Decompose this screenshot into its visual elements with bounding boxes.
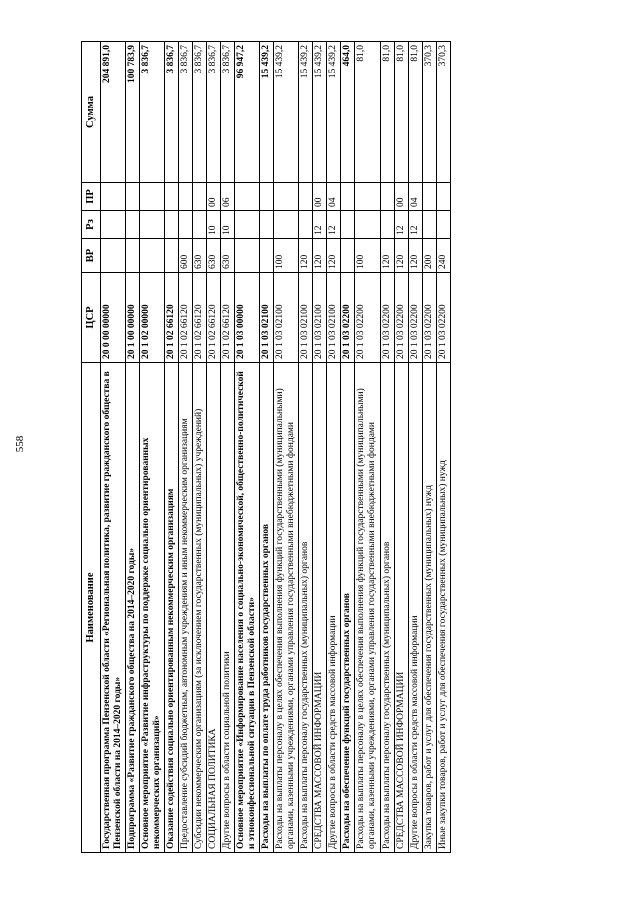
cell-rz [235, 211, 260, 239]
cell-pr [299, 183, 313, 211]
budget-table [81, 41, 451, 853]
cell-sum: 3 836,7 [140, 42, 165, 183]
cell-name: Иные закупки товаров, работ и услуг для обеспечения государственных (муниципальных) нужд [436, 363, 450, 853]
cell-name: Другие вопросы в области социальной политики [221, 363, 235, 853]
cell-csr: 20 1 02 00000 [140, 273, 165, 363]
cell-vr: 120 [299, 239, 313, 273]
cell-sum: 96 947,2 [235, 42, 260, 183]
cell-vr: 600 [179, 239, 193, 273]
table-row [355, 42, 380, 853]
cell-csr: 20 1 02 66120 [193, 273, 207, 363]
header-vr: ВР [82, 239, 101, 273]
cell-vr: 120 [408, 239, 422, 273]
cell-rz [140, 211, 165, 239]
cell-sum: 15 439,2 [313, 42, 327, 183]
cell-rz [179, 211, 193, 239]
cell-name: Другие вопросы в области средств массовой информации [408, 363, 422, 853]
table-row [193, 42, 207, 853]
cell-sum: 3 836,7 [221, 42, 235, 183]
cell-name: Государственная программа Пензенской области «Региональная политика, развитие гражданского общества в Пензенской области на 2014–2020 годы» [101, 363, 126, 853]
cell-pr [165, 183, 179, 211]
cell-pr [436, 183, 450, 211]
cell-sum: 370,3 [436, 42, 450, 183]
cell-name: Субсидии некоммерческим организациям (за исключением государственных (муниципальных) учреждений) [193, 363, 207, 853]
cell-sum: 15 439,2 [274, 42, 299, 183]
cell-sum: 81,0 [380, 42, 394, 183]
cell-sum: 464,0 [341, 42, 355, 183]
cell-name: Закупка товаров, работ и услуг для обеспечения государственных (муниципальных) нужд [422, 363, 436, 853]
cell-rz [126, 211, 140, 239]
cell-vr: 240 [436, 239, 450, 273]
cell-csr: 20 1 03 02100 [274, 273, 299, 363]
cell-sum: 81,0 [355, 42, 380, 183]
cell-csr: 20 1 02 66120 [165, 273, 179, 363]
cell-name: Расходы на выплаты персоналу государственных (муниципальных) органов [380, 363, 394, 853]
cell-sum: 3 836,7 [179, 42, 193, 183]
cell-rz: 10 [207, 211, 221, 239]
cell-pr [422, 183, 436, 211]
cell-rz: 10 [221, 211, 235, 239]
table-row [165, 42, 179, 853]
cell-rz [299, 211, 313, 239]
page-number: 558 [14, 435, 26, 453]
cell-name: Расходы на выплаты персоналу в целях обеспечения выполнения функций государственными (муниципальными) органами, казенными учреждениями, органами управления государственными внебюджетными фондами [274, 363, 299, 853]
cell-sum: 370,3 [422, 42, 436, 183]
table-row [235, 42, 260, 853]
table-row [101, 42, 126, 853]
cell-vr [140, 239, 165, 273]
cell-vr [126, 239, 140, 273]
cell-rz: 12 [313, 211, 327, 239]
header-sum: Сумма [82, 42, 101, 183]
cell-rz [274, 211, 299, 239]
table-row [299, 42, 313, 853]
cell-name: Другие вопросы в области средств массовой информации [327, 363, 341, 853]
cell-rz [436, 211, 450, 239]
cell-sum: 204 891,0 [101, 42, 126, 183]
cell-pr [126, 183, 140, 211]
cell-vr [341, 239, 355, 273]
cell-vr: 120 [327, 239, 341, 273]
cell-csr: 20 1 03 02100 [260, 273, 274, 363]
cell-sum: 15 439,2 [299, 42, 313, 183]
cell-rz [380, 211, 394, 239]
cell-csr: 20 1 02 66120 [179, 273, 193, 363]
cell-sum: 3 836,7 [207, 42, 221, 183]
cell-vr: 630 [207, 239, 221, 273]
cell-csr: 20 1 03 00000 [235, 273, 260, 363]
cell-csr: 20 1 02 66120 [207, 273, 221, 363]
cell-name: СРЕДСТВА МАССОВОЙ ИНФОРМАЦИИ [394, 363, 408, 853]
cell-name: Расходы на выплаты по оплате труда работников государственных органов [260, 363, 274, 853]
cell-sum: 100 783,9 [126, 42, 140, 183]
table-row [260, 42, 274, 853]
table-row [221, 42, 235, 853]
cell-vr [260, 239, 274, 273]
cell-vr: 630 [221, 239, 235, 273]
header-name: Наименование [82, 363, 101, 853]
table-header-row [82, 42, 101, 853]
cell-rz: 12 [327, 211, 341, 239]
cell-name: Расходы на обеспечение функций государственных органов [341, 363, 355, 853]
cell-pr [380, 183, 394, 211]
cell-rz [101, 211, 126, 239]
cell-csr: 20 1 03 02100 [327, 273, 341, 363]
cell-pr: 00 [313, 183, 327, 211]
cell-name: СОЦИАЛЬНАЯ ПОЛИТИКА [207, 363, 221, 853]
table-row [408, 42, 422, 853]
cell-rz [260, 211, 274, 239]
cell-rz [193, 211, 207, 239]
cell-name: Предоставление субсидий бюджетным, автономным учреждениям и иным некоммерческим организациям [179, 363, 193, 853]
cell-pr [193, 183, 207, 211]
cell-name: Основное мероприятие «Информирование населения о социально-экономической, общественно-политической и этноконфессиональной ситуации в Пензенской области» [235, 363, 260, 853]
cell-pr: 04 [327, 183, 341, 211]
rotated-page [81, 42, 581, 853]
cell-pr [140, 183, 165, 211]
cell-csr: 20 0 00 00000 [101, 273, 126, 363]
cell-pr: 04 [408, 183, 422, 211]
cell-sum: 15 439,2 [327, 42, 341, 183]
cell-csr: 20 1 02 66120 [221, 273, 235, 363]
cell-rz [355, 211, 380, 239]
cell-rz: 12 [394, 211, 408, 239]
cell-name: Оказание содействия социально ориентированным некоммерческим организациям [165, 363, 179, 853]
cell-csr: 20 1 03 02200 [394, 273, 408, 363]
cell-sum: 81,0 [408, 42, 422, 183]
cell-sum: 3 836,7 [193, 42, 207, 183]
table-row [380, 42, 394, 853]
cell-vr: 200 [422, 239, 436, 273]
cell-vr: 100 [355, 239, 380, 273]
cell-csr: 20 1 03 02200 [341, 273, 355, 363]
table-row [126, 42, 140, 853]
cell-rz [165, 211, 179, 239]
cell-csr: 20 1 03 02200 [355, 273, 380, 363]
cell-vr: 120 [394, 239, 408, 273]
cell-pr [355, 183, 380, 211]
table-row [179, 42, 193, 853]
table-row [274, 42, 299, 853]
table-row [422, 42, 436, 853]
cell-csr: 20 1 03 02200 [422, 273, 436, 363]
cell-vr: 100 [274, 239, 299, 273]
cell-rz [341, 211, 355, 239]
cell-csr: 20 1 00 00000 [126, 273, 140, 363]
cell-sum: 15 439,2 [260, 42, 274, 183]
cell-name: СРЕДСТВА МАССОВОЙ ИНФОРМАЦИИ [313, 363, 327, 853]
table-row [140, 42, 165, 853]
cell-pr: 00 [394, 183, 408, 211]
table-row [436, 42, 450, 853]
cell-vr: 120 [313, 239, 327, 273]
cell-name: Расходы на выплаты персоналу в целях обеспечения выполнения функций государственными (муниципальными) органами, казенными учреждениями, органами управления государственными внебюджетными фондами [355, 363, 380, 853]
header-rz: Рз [82, 211, 101, 239]
cell-pr [341, 183, 355, 211]
cell-vr: 120 [380, 239, 394, 273]
table-row [341, 42, 355, 853]
cell-rz [422, 211, 436, 239]
table-row [394, 42, 408, 853]
cell-csr: 20 1 03 02200 [436, 273, 450, 363]
cell-csr: 20 1 03 02200 [380, 273, 394, 363]
cell-pr [179, 183, 193, 211]
cell-name: Подпрограмма «Развитие гражданского общества на 2014–2020 годы» [126, 363, 140, 853]
cell-sum: 3 836,7 [165, 42, 179, 183]
cell-pr [260, 183, 274, 211]
table-row [207, 42, 221, 853]
cell-csr: 20 1 03 02100 [313, 273, 327, 363]
table-row [327, 42, 341, 853]
cell-vr [101, 239, 126, 273]
cell-rz: 12 [408, 211, 422, 239]
header-pr: ПР [82, 183, 101, 211]
cell-pr [274, 183, 299, 211]
cell-pr: 00 [207, 183, 221, 211]
cell-pr [101, 183, 126, 211]
cell-pr: 06 [221, 183, 235, 211]
header-csr: ЦСР [82, 273, 101, 363]
cell-pr [235, 183, 260, 211]
table-row [313, 42, 327, 853]
table-body [101, 42, 450, 853]
cell-csr: 20 1 03 02100 [299, 273, 313, 363]
cell-vr: 630 [193, 239, 207, 273]
cell-vr [165, 239, 179, 273]
cell-vr [235, 239, 260, 273]
cell-csr: 20 1 03 02200 [408, 273, 422, 363]
cell-sum: 81,0 [394, 42, 408, 183]
cell-name: Расходы на выплаты персоналу государственных (муниципальных) органов [299, 363, 313, 853]
cell-name: Основное мероприятие «Развитие инфраструктуры по поддержке социально ориентированных некоммерческих организаций» [140, 363, 165, 853]
